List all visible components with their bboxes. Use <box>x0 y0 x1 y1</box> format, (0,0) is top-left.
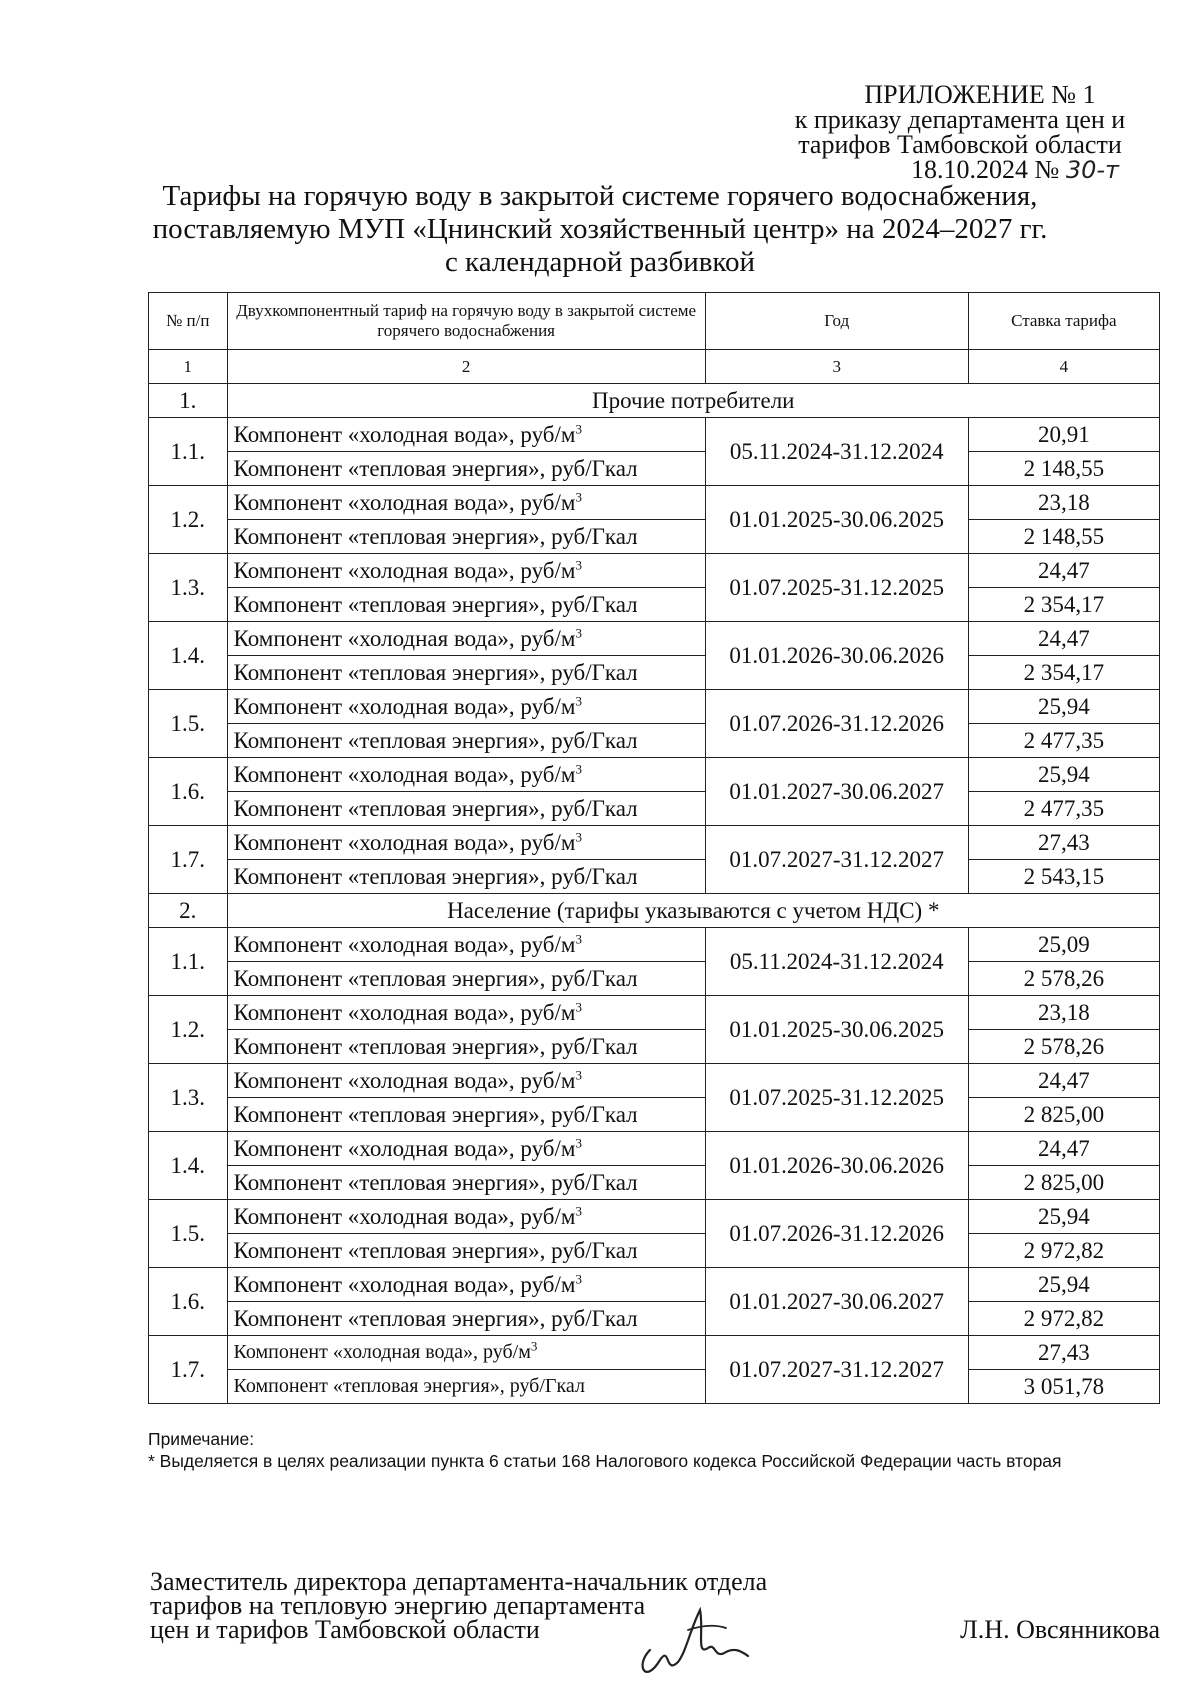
table-row <box>149 996 1160 1030</box>
cubic-superscript: 3 <box>575 760 582 776</box>
cold-label-text: Компонент «холодная вода», руб/м <box>233 557 576 583</box>
cold-water-component-label <box>227 758 705 792</box>
table-row <box>149 860 1160 894</box>
table-row <box>149 1370 1160 1404</box>
tariff-table <box>148 292 1160 1404</box>
cubic-superscript: 3 <box>530 1338 538 1354</box>
handwritten-signature <box>630 1590 760 1680</box>
cubic-superscript: 3 <box>575 1270 582 1286</box>
cold-water-component-label <box>227 1064 705 1098</box>
cold-water-rate: 24,47 <box>968 1132 1159 1166</box>
order-number-handwritten: 30-т <box>1065 156 1119 184</box>
heat-energy-rate: 2 825,00 <box>968 1098 1159 1132</box>
table-row <box>149 690 1160 724</box>
period: 01.01.2027-30.06.2027 <box>705 1268 968 1336</box>
section-number: 1. <box>149 384 228 418</box>
header-rate: Ставка тарифа <box>968 293 1159 350</box>
heat-energy-rate: 2 148,55 <box>968 452 1159 486</box>
cold-water-component-label <box>227 554 705 588</box>
cold-label-text: Компонент «холодная вода», руб/м <box>233 421 576 447</box>
row-number: 1.4. <box>149 1132 228 1200</box>
period: 05.11.2024-31.12.2024 <box>705 928 968 996</box>
signature-block <box>150 1567 1160 1644</box>
cubic-superscript: 3 <box>575 998 582 1014</box>
heat-energy-component-label: Компонент «тепловая энергия», руб/Гкал <box>227 588 705 622</box>
cold-water-rate: 24,47 <box>968 554 1159 588</box>
cold-label-text: Компонент «холодная вода», руб/м <box>233 761 576 787</box>
heat-energy-rate: 2 354,17 <box>968 656 1159 690</box>
table-row <box>149 486 1160 520</box>
cubic-superscript: 3 <box>575 1066 582 1082</box>
order-date: 18.10.2024 № <box>911 155 1060 184</box>
column-number: 1 <box>149 350 228 384</box>
header-tariff-name: Двухкомпонентный тариф на горячую воду в закрытой системе горячего водоснабжения <box>227 293 705 350</box>
cold-label-text: Компонент «холодная вода», руб/м <box>233 693 576 719</box>
title-line-2: поставляемую МУП «Цнинский хозяйственный центр» на 2024–2027 гг. <box>152 213 1048 245</box>
heat-energy-component-label: Компонент «тепловая энергия», руб/Гкал <box>227 1030 705 1064</box>
signatory-name: Л.Н. Овсянникова <box>960 1615 1160 1644</box>
section-title: Население (тарифы указываются с учетом НДС) * <box>227 894 1159 928</box>
heat-energy-component-label: Компонент «тепловая энергия», руб/Гкал <box>227 1302 705 1336</box>
row-number: 1.7. <box>149 1336 228 1404</box>
table-row <box>149 1064 1160 1098</box>
period: 01.07.2027-31.12.2027 <box>705 1336 968 1404</box>
table-row <box>149 1200 1160 1234</box>
heat-energy-component-label: Компонент «тепловая энергия», руб/Гкал <box>227 1166 705 1200</box>
cold-water-component-label <box>227 622 705 656</box>
heat-energy-rate: 2 972,82 <box>968 1234 1159 1268</box>
appendix-line-3: тарифов Тамбовской области <box>798 130 1122 159</box>
table-header-row <box>149 293 1160 350</box>
table-row <box>149 758 1160 792</box>
period: 01.07.2027-31.12.2027 <box>705 826 968 894</box>
table-row <box>149 622 1160 656</box>
heat-energy-rate: 2 477,35 <box>968 792 1159 826</box>
section-number: 2. <box>149 894 228 928</box>
table-row <box>149 1030 1160 1064</box>
heat-energy-rate: 2 354,17 <box>968 588 1159 622</box>
period: 01.01.2027-30.06.2027 <box>705 758 968 826</box>
cold-water-rate: 27,43 <box>968 826 1159 860</box>
heat-energy-rate: 2 972,82 <box>968 1302 1159 1336</box>
cold-label-text: Компонент «холодная вода», руб/м <box>233 1135 576 1161</box>
cold-label-text: Компонент «холодная вода», руб/м <box>233 489 576 515</box>
heat-energy-component-label: Компонент «тепловая энергия», руб/Гкал <box>227 792 705 826</box>
cubic-superscript: 3 <box>575 1202 582 1218</box>
cold-label-text: Компонент «холодная вода», руб/м <box>233 931 576 957</box>
column-number-row <box>149 350 1160 384</box>
table-row <box>149 588 1160 622</box>
cold-water-component-label <box>227 1200 705 1234</box>
heat-energy-component-label: Компонент «тепловая энергия», руб/Гкал <box>227 656 705 690</box>
header-number: № п/п <box>149 293 228 350</box>
cold-water-rate: 23,18 <box>968 996 1159 1030</box>
column-number: 4 <box>968 350 1159 384</box>
title-line-1: Тарифы на горячую воду в закрытой системе горячего водоснабжения, <box>162 180 1038 212</box>
cold-water-component-label <box>227 1132 705 1166</box>
row-number: 1.2. <box>149 486 228 554</box>
row-number: 1.3. <box>149 554 228 622</box>
cubic-superscript: 3 <box>575 828 582 844</box>
cold-label-text: Компонент «холодная вода», руб/м <box>233 999 576 1025</box>
row-number: 1.1. <box>149 928 228 996</box>
signatory-title-1: Заместитель директора департамента-начальник отдела <box>150 1567 768 1596</box>
heat-energy-rate: 3 051,78 <box>968 1370 1159 1404</box>
cold-water-rate: 27,43 <box>968 1336 1159 1370</box>
cold-water-rate: 25,94 <box>968 758 1159 792</box>
row-number: 1.2. <box>149 996 228 1064</box>
heat-energy-component-label: Компонент «тепловая энергия», руб/Гкал <box>227 724 705 758</box>
table-row <box>149 656 1160 690</box>
period: 01.07.2025-31.12.2025 <box>705 554 968 622</box>
period: 01.07.2025-31.12.2025 <box>705 1064 968 1132</box>
column-number: 3 <box>705 350 968 384</box>
row-number: 1.4. <box>149 622 228 690</box>
cold-water-rate: 25,94 <box>968 690 1159 724</box>
cold-water-rate: 25,09 <box>968 928 1159 962</box>
header-year: Год <box>705 293 968 350</box>
period: 01.01.2026-30.06.2026 <box>705 1132 968 1200</box>
table-row <box>149 826 1160 860</box>
period: 01.07.2026-31.12.2026 <box>705 1200 968 1268</box>
row-number: 1.6. <box>149 1268 228 1336</box>
table-row <box>149 452 1160 486</box>
heat-energy-rate: 2 148,55 <box>968 520 1159 554</box>
cubic-superscript: 3 <box>575 930 582 946</box>
cubic-superscript: 3 <box>575 1134 582 1150</box>
section-row <box>149 384 1160 418</box>
table-row <box>149 1132 1160 1166</box>
cold-water-component-label <box>227 418 705 452</box>
period: 05.11.2024-31.12.2024 <box>705 418 968 486</box>
table-row <box>149 1234 1160 1268</box>
cold-label-text: Компонент «холодная вода», руб/м <box>233 625 576 651</box>
note <box>148 1428 1158 1472</box>
cold-label-text: Компонент «холодная вода», руб/м <box>233 829 576 855</box>
heat-energy-component-label: Компонент «тепловая энергия», руб/Гкал <box>227 1370 705 1404</box>
table-row <box>149 962 1160 996</box>
heat-energy-rate: 2 543,15 <box>968 860 1159 894</box>
cubic-superscript: 3 <box>575 488 582 504</box>
appendix-title: ПРИЛОЖЕНИЕ № 1 <box>864 80 1096 109</box>
heat-energy-rate: 2 825,00 <box>968 1166 1159 1200</box>
table-row <box>149 1268 1160 1302</box>
signatory-title-2: тарифов на тепловую энергию департамента <box>150 1591 646 1620</box>
table-row <box>149 928 1160 962</box>
row-number: 1.5. <box>149 690 228 758</box>
appendix-line-2: к приказу департамента цен и <box>794 105 1126 134</box>
cold-water-rate: 24,47 <box>968 622 1159 656</box>
cold-water-rate: 23,18 <box>968 486 1159 520</box>
row-number: 1.3. <box>149 1064 228 1132</box>
period: 01.01.2026-30.06.2026 <box>705 622 968 690</box>
table-row <box>149 554 1160 588</box>
column-number: 2 <box>227 350 705 384</box>
row-number: 1.1. <box>149 418 228 486</box>
cubic-superscript: 3 <box>575 420 582 436</box>
cold-water-component-label <box>227 826 705 860</box>
table-row <box>149 792 1160 826</box>
heat-energy-rate: 2 578,26 <box>968 962 1159 996</box>
period: 01.01.2025-30.06.2025 <box>705 486 968 554</box>
cold-water-rate: 25,94 <box>968 1200 1159 1234</box>
cubic-superscript: 3 <box>575 624 582 640</box>
heat-energy-rate: 2 578,26 <box>968 1030 1159 1064</box>
heat-energy-component-label: Компонент «тепловая энергия», руб/Гкал <box>227 860 705 894</box>
table-row <box>149 1336 1160 1370</box>
cold-water-rate: 25,94 <box>968 1268 1159 1302</box>
cold-label-text: Компонент «холодная вода», руб/м <box>233 1067 576 1093</box>
heat-energy-component-label: Компонент «тепловая энергия», руб/Гкал <box>227 1234 705 1268</box>
title-line-3: с календарной разбивкой <box>444 246 756 278</box>
table-body <box>149 384 1160 1404</box>
cold-water-rate: 20,91 <box>968 418 1159 452</box>
heat-energy-rate: 2 477,35 <box>968 724 1159 758</box>
section-row <box>149 894 1160 928</box>
row-number: 1.5. <box>149 1200 228 1268</box>
heat-energy-component-label: Компонент «тепловая энергия», руб/Гкал <box>227 962 705 996</box>
note-text: * Выделяется в целях реализации пункта 6 статьи 168 Налогового кодекса Российской Федерации часть вторая <box>148 1451 1062 1471</box>
table-row <box>149 1302 1160 1336</box>
table-row <box>149 724 1160 758</box>
appendix-header <box>760 82 1160 183</box>
row-number: 1.6. <box>149 758 228 826</box>
cubic-superscript: 3 <box>575 556 582 572</box>
section-title: Прочие потребители <box>227 384 1159 418</box>
heat-energy-component-label: Компонент «тепловая энергия», руб/Гкал <box>227 520 705 554</box>
cold-water-component-label <box>227 1336 705 1370</box>
cold-water-component-label <box>227 486 705 520</box>
cold-label-text: Компонент «холодная вода», руб/м <box>233 1341 531 1363</box>
cubic-superscript: 3 <box>575 692 582 708</box>
document-title <box>100 180 1100 279</box>
note-label: Примечание: <box>148 1429 255 1449</box>
heat-energy-component-label: Компонент «тепловая энергия», руб/Гкал <box>227 452 705 486</box>
cold-water-component-label <box>227 690 705 724</box>
cold-water-component-label <box>227 1268 705 1302</box>
row-number: 1.7. <box>149 826 228 894</box>
table-row <box>149 520 1160 554</box>
period: 01.01.2025-30.06.2025 <box>705 996 968 1064</box>
table-row <box>149 1098 1160 1132</box>
cold-water-rate: 24,47 <box>968 1064 1159 1098</box>
cold-label-text: Компонент «холодная вода», руб/м <box>233 1203 576 1229</box>
cold-water-component-label <box>227 928 705 962</box>
cold-label-text: Компонент «холодная вода», руб/м <box>233 1271 576 1297</box>
period: 01.07.2026-31.12.2026 <box>705 690 968 758</box>
signatory-title-3: цен и тарифов Тамбовской области <box>150 1615 540 1644</box>
table-row <box>149 418 1160 452</box>
cold-water-component-label <box>227 996 705 1030</box>
table-row <box>149 1166 1160 1200</box>
heat-energy-component-label: Компонент «тепловая энергия», руб/Гкал <box>227 1098 705 1132</box>
